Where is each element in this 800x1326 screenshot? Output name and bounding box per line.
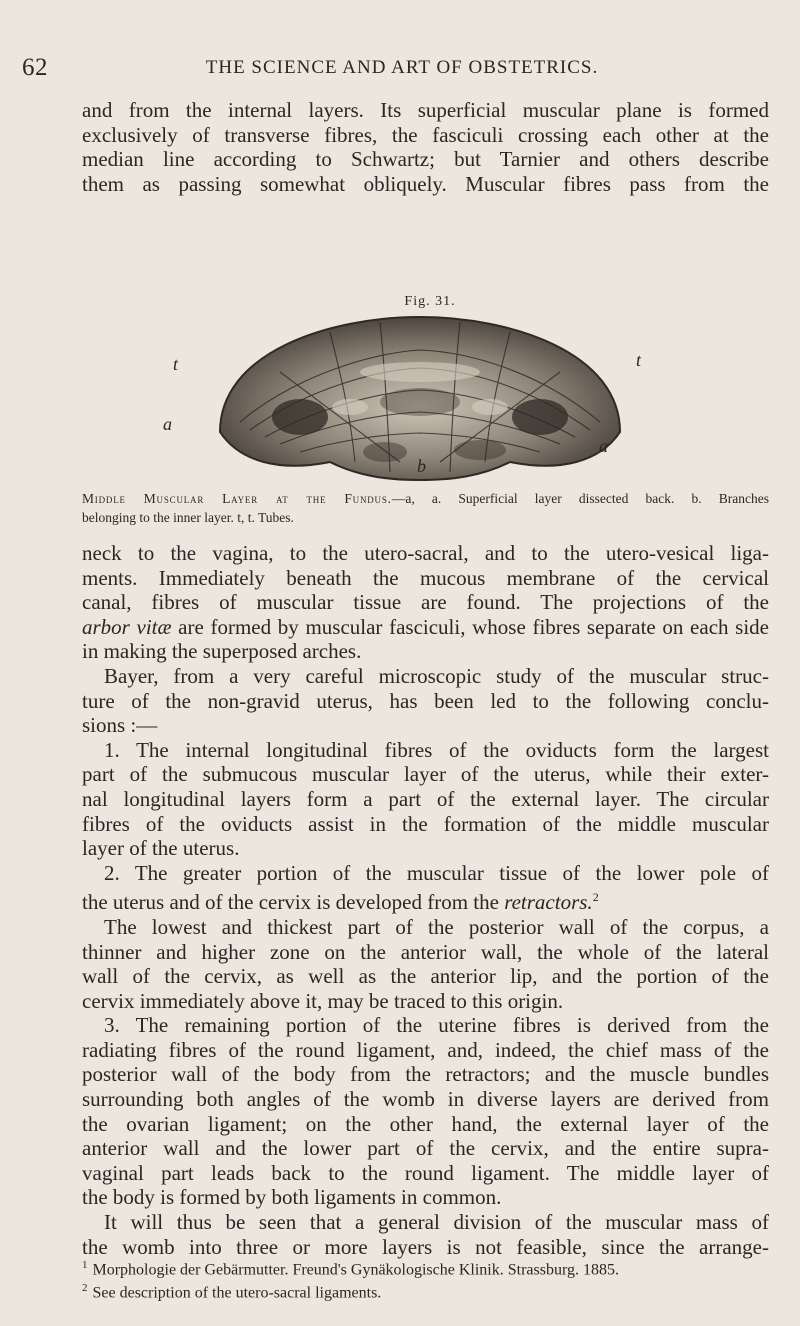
- footnotes: [82, 1256, 769, 1303]
- text-span: the uterus and of the cervix is developed from the: [82, 890, 505, 915]
- text-line: vaginal part leads back to the round ligament. The middle layer of: [82, 1160, 769, 1185]
- footnote-mark: 2: [82, 1282, 88, 1295]
- text-line: surrounding both angles of the womb in diverse layers are derived from: [82, 1087, 769, 1112]
- italic-term: arbor vitæ: [82, 614, 172, 639]
- text-line: posterior wall of the body from the retractors; and the muscle bundles: [82, 1062, 769, 1087]
- footnote-text: Morphologie der Gebärmutter. Freund's Gynäkologische Klinik. Strassburg. 1885.: [92, 1261, 620, 1279]
- text-line: neck to the vagina, to the utero-sacral, and to the utero-vesical liga-: [82, 541, 769, 565]
- text-line: layer of the uterus.: [82, 836, 240, 861]
- text-line: 2. The greater portion of the muscular tissue of the lower pole of: [104, 860, 769, 885]
- caption-title: Middle Muscular Layer at the Fundus.: [82, 491, 392, 506]
- text-line: exclusively of transverse fibres, the fasciculi crossing each other at the: [82, 122, 769, 147]
- text-line: anterior wall and the lower part of the cervix, and the entire supra-: [82, 1136, 769, 1161]
- text-line: 3. The remaining portion of the uterine fibres is derived from the: [104, 1013, 769, 1038]
- footnote: [82, 1279, 769, 1302]
- running-head: [22, 54, 782, 84]
- text-line: canal, fibres of muscular tissue are found. The projections of the: [82, 590, 769, 615]
- text-line: radiating fibres of the round ligament, and, indeed, the chief mass of the: [82, 1037, 769, 1062]
- text-line: ture of the non-gravid uterus, has been led to the following conclu-: [82, 688, 769, 713]
- text-line: ments. Immediately beneath the mucous membrane of the cervical: [82, 565, 769, 590]
- text-line: the ovarian ligament; on the other hand, the external layer of the: [82, 1111, 769, 1136]
- text-line: fibres of the oviducts assist in the formation of the middle muscular: [82, 811, 769, 836]
- running-title: THE SCIENCE AND ART OF OBSTETRICS.: [205, 57, 599, 78]
- text-line: the womb into three or more layers is not feasible, since the arrange-: [82, 1234, 769, 1259]
- text-span: are formed by muscular fasciculi, whose fibres separate on each side: [171, 614, 769, 639]
- main-text: [82, 541, 769, 1259]
- text-line: the body is formed by both ligaments in common.: [82, 1185, 502, 1210]
- text-line: thinner and higher zone on the anterior wall, the whole of the lateral: [82, 939, 769, 964]
- figure-caption: [82, 489, 769, 527]
- label-t-right: t: [636, 350, 642, 370]
- text-line: and from the internal layers. Its superficial muscular plane is formed: [82, 98, 769, 122]
- caption-text: —a, a. Superficial layer dissected back. b. Branches: [391, 491, 770, 506]
- text-line: The lowest and thickest part of the posterior wall of the corpus, a: [104, 914, 769, 939]
- text-line: them as passing somewhat obliquely. Muscular fibres pass from the: [82, 171, 769, 196]
- text-line: Bayer, from a very careful microscopic study of the muscular struc-: [104, 663, 769, 688]
- intro-paragraph: [82, 98, 769, 196]
- text-line: wall of the cervix, as well as the anterior lip, and the portion of the: [82, 964, 769, 989]
- label-a-left: a: [163, 414, 172, 434]
- text-line: median line according to Schwartz; but Tarnier and others describe: [82, 147, 769, 172]
- footnote-mark: 1: [82, 1259, 88, 1271]
- text-line: It will thus be seen that a general division of the muscular mass of: [104, 1210, 769, 1235]
- italic-term: retractors.: [504, 890, 593, 915]
- text-line: cervix immediately above it, may be traced to this origin.: [82, 988, 564, 1013]
- text-line: part of the submucous muscular layer of the uterus, while their exter-: [82, 762, 769, 787]
- label-t-left: t: [173, 354, 179, 374]
- footnote: [82, 1256, 769, 1279]
- text-line: nal longitudinal layers form a part of the external layer. The circular: [82, 786, 769, 811]
- footnote-ref: 2: [592, 890, 599, 905]
- label-b: b: [417, 456, 426, 476]
- caption-line: belonging to the inner layer. t, t. Tubes.: [82, 510, 294, 525]
- figure-label: Fig. 31.: [404, 294, 456, 309]
- label-a-right: a: [599, 436, 608, 456]
- footnote-text: See description of the utero-sacral ligaments.: [92, 1284, 382, 1302]
- fundus-engraving: [163, 312, 660, 482]
- text-line: sions :—: [82, 713, 158, 738]
- page-number: 62: [22, 54, 48, 81]
- text-line: 1. The internal longitudinal fibres of the oviducts form the largest: [104, 737, 769, 762]
- text-line: in making the superposed arches.: [82, 639, 362, 664]
